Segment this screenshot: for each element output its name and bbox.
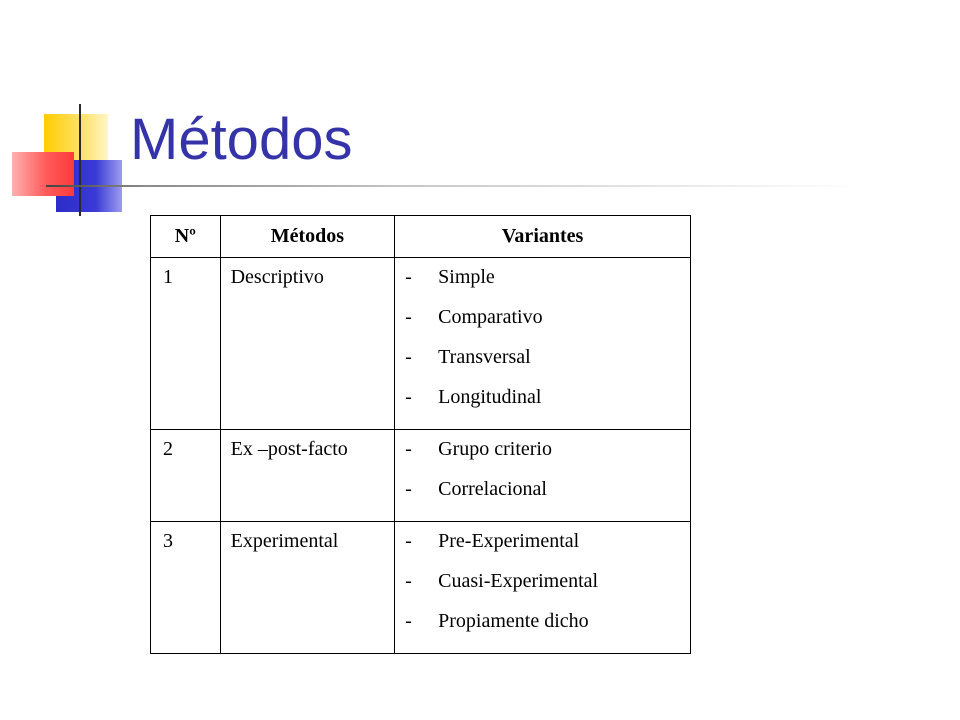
variant-label: Cuasi-Experimental [438,570,599,592]
table-row [151,522,691,654]
variant-label: Pre-Experimental [438,530,580,552]
variant-item [395,605,690,645]
bullet-dash: - [405,478,412,500]
title-underline [46,185,866,187]
row-number: 2 [151,430,221,522]
variant-list [395,522,690,653]
bullet-dash: - [405,610,412,632]
variant-list [395,258,690,429]
variant-item [395,301,690,341]
row-variants [395,258,691,430]
slide-logo-decoration [0,0,140,220]
bullet-dash: - [405,266,412,288]
table-header-row [151,216,691,258]
row-method: Ex –post-facto [220,430,395,522]
variant-label: Propiamente dicho [438,610,589,632]
variant-item [395,381,690,421]
header-variants: Variantes [395,216,691,258]
logo-red-square [12,152,74,196]
variant-item [395,341,690,381]
variant-label: Grupo criterio [438,438,552,460]
row-method: Experimental [220,522,395,654]
row-variants [395,430,691,522]
logo-vertical-line [79,104,81,216]
variant-label: Comparativo [438,306,543,328]
row-number: 1 [151,258,221,430]
variant-list [395,430,690,521]
bullet-dash: - [405,530,412,552]
variant-item [395,261,690,301]
variant-label: Longitudinal [438,386,542,408]
bullet-dash: - [405,438,412,460]
header-methods: Métodos [220,216,395,258]
bullet-dash: - [405,570,412,592]
row-variants [395,522,691,654]
variant-label: Simple [438,266,495,288]
slide-title: Métodos [130,107,353,172]
row-method: Descriptivo [220,258,395,430]
variant-label: Correlacional [438,478,547,500]
bullet-dash: - [405,346,412,368]
table-row [151,258,691,430]
bullet-dash: - [405,386,412,408]
variant-item [395,433,690,473]
variant-item [395,473,690,513]
variant-item [395,565,690,605]
header-number: Nº [151,216,221,258]
variant-item [395,525,690,565]
methods-table [150,215,691,654]
bullet-dash: - [405,306,412,328]
variant-label: Transversal [438,346,531,368]
table-row [151,430,691,522]
row-number: 3 [151,522,221,654]
